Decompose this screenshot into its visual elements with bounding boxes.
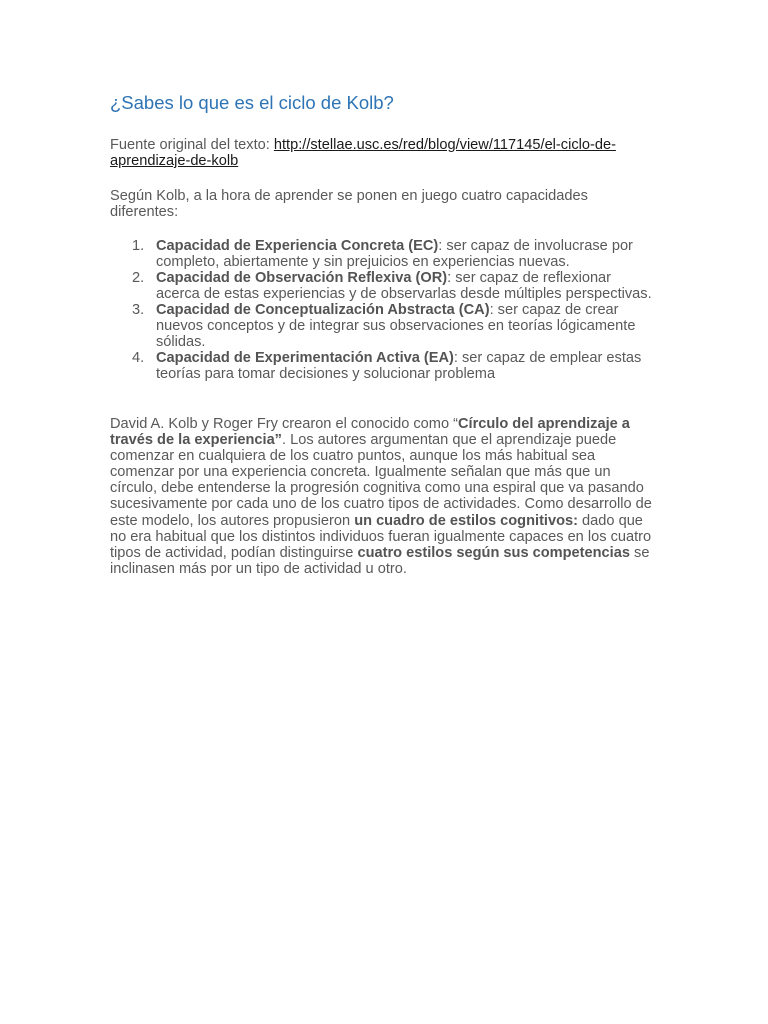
capacity-name: Capacidad de Experiencia Concreta (EC) [156,238,439,254]
source-link[interactable]: http://stellae.usc.es/red/blog/view/117145/el-ciclo-de-aprendizaje-de-kolb [110,137,616,169]
paragraph-text: . Los autores argumentan que el aprendizaje puede comenzar en cualquiera de los cuatro puntos, aunque los más habitual sea comenzar por una experiencia concreta. Igualmente señalan que más que un círculo, debe entenderse la progresión cognitiva como una espiral que va pasando sucesivamente por cada uno de los cuatro tipos de actividades. Como desarrollo de este modelo, los autores propusieron [110,432,652,529]
paragraph-bold-circle: Círculo del aprendizaje a través de la experiencia” [110,416,630,449]
capacity-name: Capacidad de Experimentación Activa (EA) [156,350,454,366]
paragraph-text: se inclinasen más por un tipo de actividad u otro. [110,544,650,577]
capacity-name: Capacidad de Observación Reflexiva (OR) [156,270,448,286]
capacity-description: : ser capaz de involucrase por completo, abiertamente y sin prejuicios en experiencias nuevas. [156,238,633,270]
source-line [110,137,650,169]
capacity-description: : ser capaz de reflexionar acerca de estas experiencias y de observarlas desde múltiples perspectivas. [156,270,652,302]
source-label: Fuente original del texto: [110,137,274,153]
capacity-description: : ser capaz de emplear estas teorías para tomar decisiones y solucionar problema [156,350,642,382]
list-item [110,350,655,382]
page-title: ¿Sabes lo que es el ciclo de Kolb? [110,92,394,113]
kolb-fry-paragraph [110,416,655,577]
paragraph-text: David A. Kolb y Roger Fry crearon el conocido como “ [110,416,458,432]
list-item [110,238,655,270]
paragraph-bold-styles: un cuadro de estilos cognitivos: [354,512,578,529]
list-item [110,270,655,302]
list-item [110,302,655,350]
intro-paragraph: Según Kolb, a la hora de aprender se ponen en juego cuatro capacidades diferentes: [110,188,588,220]
list-number: 1. [132,238,145,254]
list-number: 2. [132,270,145,286]
list-number: 4. [132,350,145,366]
paragraph-text: dado que no era habitual que los distintos individuos fueran igualmente capaces en los cuatro tipos de actividad, podían distinguirse [110,512,652,561]
capacities-list [110,238,655,382]
capacity-description: : ser capaz de crear nuevos conceptos y de integrar sus observaciones en teorías lógicamente sólidas. [156,302,636,350]
list-number: 3. [132,302,145,318]
capacity-name: Capacidad de Conceptualización Abstracta (CA) [156,302,490,318]
paragraph-bold-competencies: cuatro estilos según sus competencias [357,544,630,561]
